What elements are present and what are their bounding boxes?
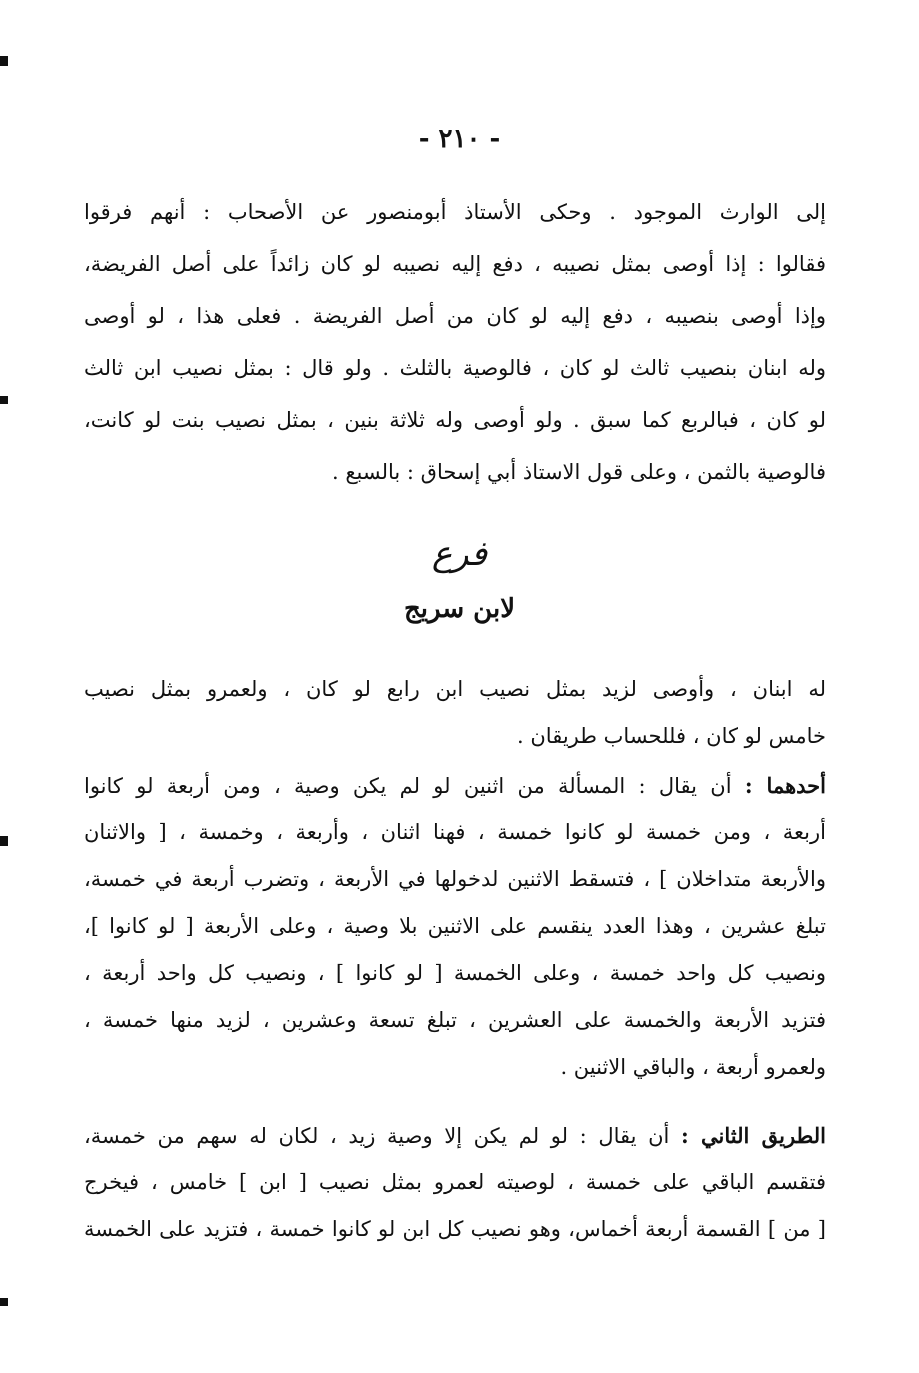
text-line: [84, 1112, 826, 1159]
text-line: فالوصية بالثمن ، وعلى قول الاستاذ أبي إسحاق : بالسبع .: [331, 460, 826, 484]
line-text: أن يقال : المسألة من اثنين لو لم يكن وصية ، ومن أربعة لو كانوا: [84, 774, 732, 798]
text-line: فتزيد الأربعة والخمسة على العشرين ، تبلغ تسعة وعشرين ، لزيد منها خمسة ،: [84, 1008, 826, 1032]
section-subheading: لابن سريج: [403, 594, 516, 624]
text-line: ونصيب كل واحد خمسة ، وعلى الخمسة [ لو كانوا ] ، ونصيب كل واحد أربعة ،: [84, 961, 826, 985]
text-line: وله ابنان بنصيب ثالث لو كان ، فالوصية بالثلث . ولو قال : بمثل نصيب ابن ثالث: [84, 356, 826, 380]
text-line: [84, 762, 826, 809]
text-line: والأربعة متداخلان ] ، فتسقط الاثنين لدخولها في الأربعة ، وتضرب أربعة في خمسة،: [84, 867, 826, 891]
text-line: فتقسم الباقي على خمسة ، لوصيته لعمرو بمثل نصيب [ ابن ] خامس ، فيخرج: [84, 1170, 826, 1194]
page-number: - ٢١٠ -: [418, 124, 501, 154]
text-line: إلى الوارث الموجود . وحكى الأستاذ أبومنصور عن الأصحاب : أنهم فرقوا: [84, 200, 826, 224]
paragraph-3: [84, 762, 826, 1091]
text-line: تبلغ عشرين ، وهذا العدد ينقسم على الاثنين بلا وصية ، وعلى الأربعة [ لو كانوا ]،: [84, 914, 826, 938]
paragraph-2: [84, 666, 826, 760]
text-line: لو كان ، فبالربع كما سبق . ولو أوصى وله ثلاثة بنين ، بمثل نصيب بنت لو كانت،: [84, 408, 826, 432]
paragraph-lead: أحدهما :: [744, 773, 826, 798]
text-line: خامس لو كان ، فللحساب طريقان .: [517, 724, 826, 748]
paragraph-lead: الطريق الثاني :: [680, 1123, 826, 1148]
line-text: أن يقال : لو لم يكن إلا وصية زيد ، لكان له سهم من خمسة،: [84, 1124, 670, 1148]
margin-mark: [0, 56, 8, 66]
text-line: له ابنان ، وأوصى لزيد بمثل نصيب ابن رابع لو كان ، ولعمرو بمثل نصيب: [84, 677, 826, 701]
margin-mark: [0, 396, 8, 404]
margin-mark: [0, 1298, 8, 1306]
text-line: فقالوا : إذا أوصى بمثل نصيبه ، دفع إليه نصيبه لو كان زائداً على أصل الفريضة،: [84, 252, 826, 276]
text-line: ولعمرو أربعة ، والباقي الاثنين .: [560, 1055, 826, 1079]
paragraph-4: [84, 1112, 826, 1253]
section-heading: فرع: [431, 534, 488, 574]
paragraph-1: [84, 186, 826, 498]
margin-mark: [0, 836, 8, 846]
text-line: وإذا أوصى بنصيبه ، دفع إليه لو كان من أصل الفريضة . فعلى هذا ، لو أوصى: [84, 304, 826, 328]
text-line: أربعة ، ومن خمسة لو كانوا خمسة ، فهنا اثنان ، وأربعة ، وخمسة ، [ والاثنان: [84, 820, 826, 844]
text-line: [ من ] القسمة أربعة أخماس، وهو نصيب كل ابن لو كانوا خمسة ، فتزيد على الخمسة: [84, 1217, 826, 1241]
